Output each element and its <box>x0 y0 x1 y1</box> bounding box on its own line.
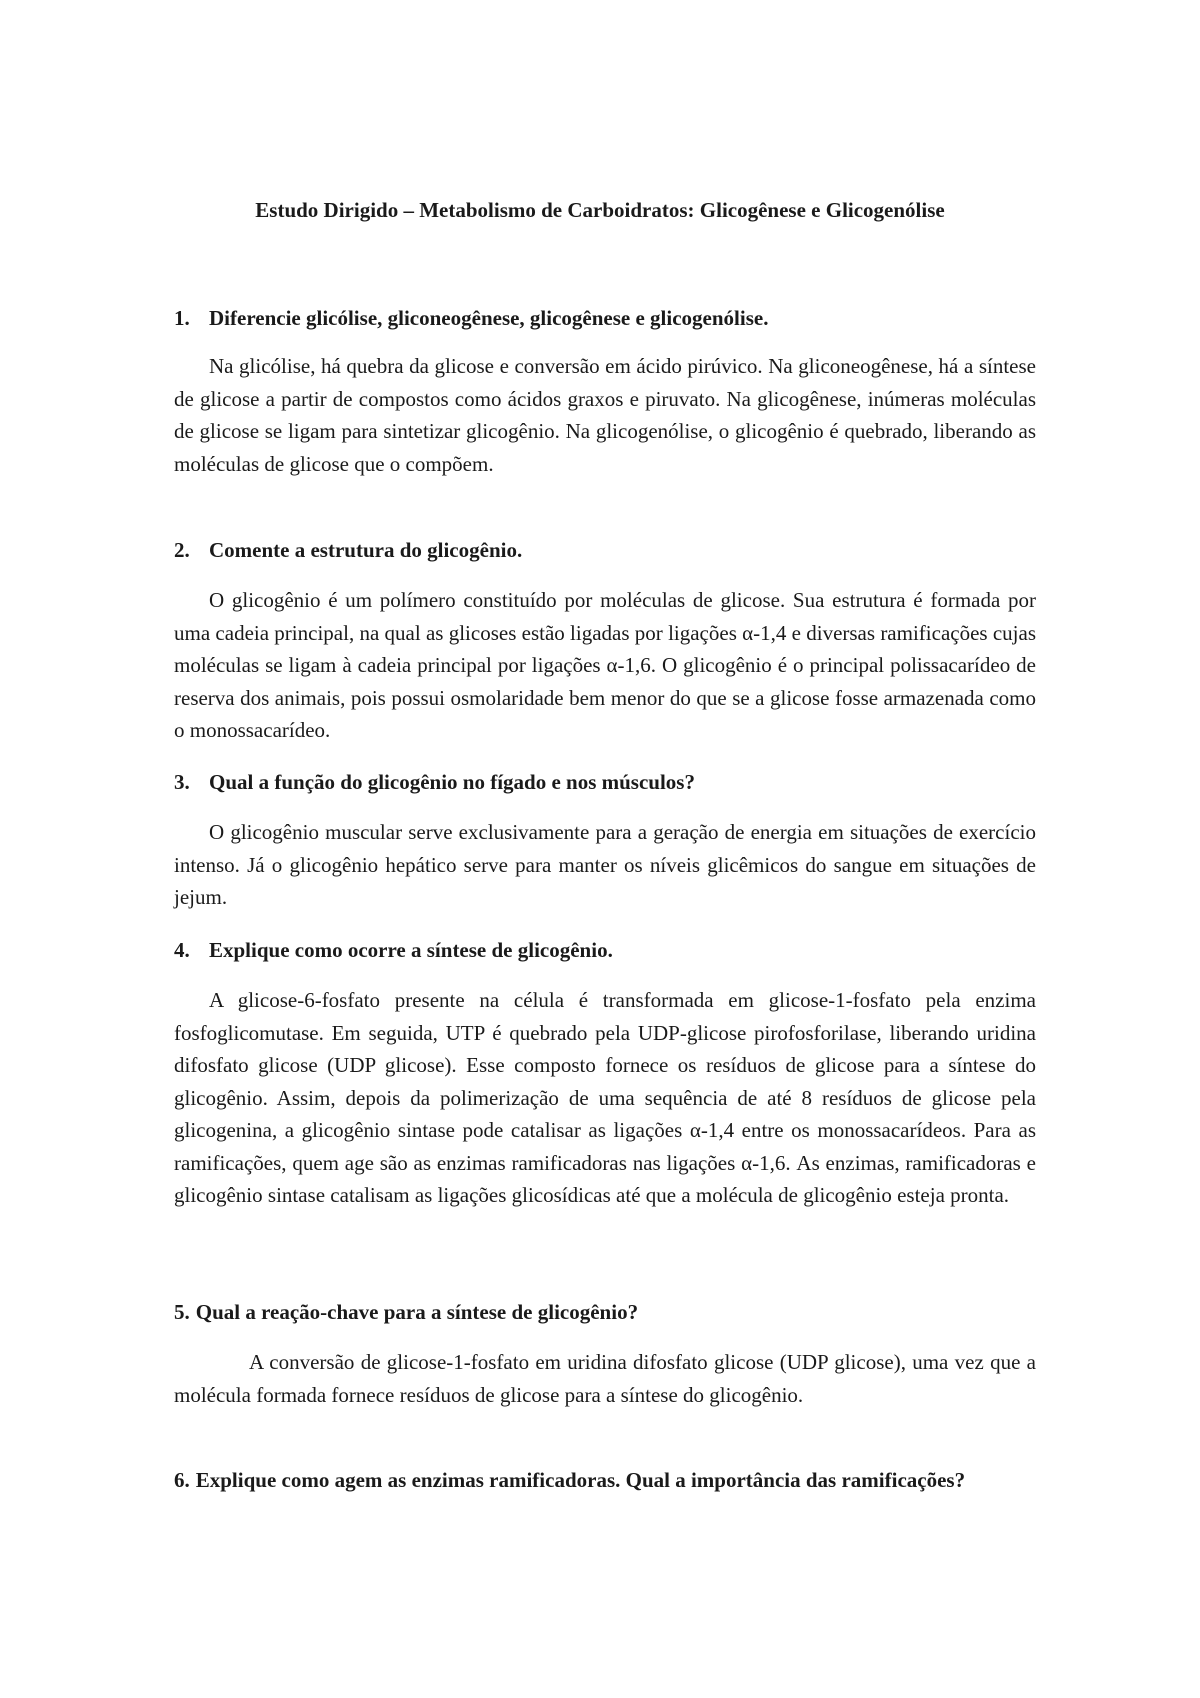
document-title: Estudo Dirigido – Metabolismo de Carboidratos: Glicogênese e Glicogenólise <box>255 198 945 222</box>
question-6-number: 6. <box>174 1468 190 1492</box>
question-4-number: 4. <box>174 938 190 962</box>
question-5-text: Qual a reação-chave para a síntese de glicogênio? <box>195 1300 639 1324</box>
answer-3: O glicogênio muscular serve exclusivamente para a geração de energia em situações de exercício intenso. Já o glicogênio hepático serve para manter os níveis glicêmicos do sangue em situações de jejum. <box>174 820 1036 909</box>
answer-4: A glicose-6-fosfato presente na célula é transformada em glicose-1-fosfato pela enzima fosfoglicomutase. Em seguida, UTP é quebrado pela UDP-glicose pirofosforilase, liberando uridina difosfato glicose (UDP glicose). Esse composto fornece os resíduos de glicose para a síntese do glicogênio. Assim, depois da polimerização de uma sequência de até 8 resíduos de glicose pela glicogenina, a glicogênio sintase pode catalisar as ligações α-1,4 entre os monossacarídeos. Para as ramificações, quem age são as enzimas ramificadoras nas ligações α-1,6. As enzimas, ramificadoras e glicogênio sintase catalisam as ligações glicosídicas até que a molécula de glicogênio esteja pronta. <box>174 988 1036 1207</box>
answer-1: Na glicólise, há quebra da glicose e conversão em ácido pirúvico. Na gliconeogênese, há a síntese de glicose a partir de compostos como ácidos graxos e piruvato. Na glicogênese, inúmeras moléculas de glicose se ligam para sintetizar glicogênio. Na glicogenólise, o glicogênio é quebrado, liberando as moléculas de glicose que o compõem. <box>174 354 1036 476</box>
question-3-number: 3. <box>174 770 190 794</box>
question-1 <box>174 302 1036 334</box>
question-1-number: 1. <box>174 306 190 330</box>
answer-2: O glicogênio é um polímero constituído por moléculas de glicose. Sua estrutura é formada por uma cadeia principal, na qual as glicoses estão ligadas por ligações α-1,4 e diversas ramificações cujas moléculas se ligam à cadeia principal por ligações α-1,6. O glicogênio é o principal polissacarídeo de reserva dos animais, pois possui osmolaridade bem menor do que se a glicose fosse armazenada como o monossacarídeo. <box>174 588 1036 742</box>
question-5-number: 5. <box>174 1300 190 1324</box>
question-6 <box>174 1464 1036 1496</box>
question-3 <box>174 766 1036 798</box>
question-4-text: Explique como ocorre a síntese de glicogênio. <box>209 938 613 962</box>
question-6-text: Explique como agem as enzimas ramificadoras. Qual a importância das ramificações? <box>195 1468 966 1492</box>
question-4 <box>174 934 1036 966</box>
question-3-text: Qual a função do glicogênio no fígado e nos músculos? <box>209 770 695 794</box>
question-2-number: 2. <box>174 538 190 562</box>
answer-5: A conversão de glicose-1-fosfato em uridina difosfato glicose (UDP glicose), uma vez que a molécula formada fornece resíduos de glicose para a síntese do glicogênio. <box>174 1350 1036 1407</box>
question-2-text: Comente a estrutura do glicogênio. <box>209 538 523 562</box>
question-5 <box>174 1296 1036 1328</box>
question-1-text: Diferencie glicólise, gliconeogênese, glicogênese e glicogenólise. <box>209 306 769 330</box>
question-2 <box>174 534 1036 566</box>
